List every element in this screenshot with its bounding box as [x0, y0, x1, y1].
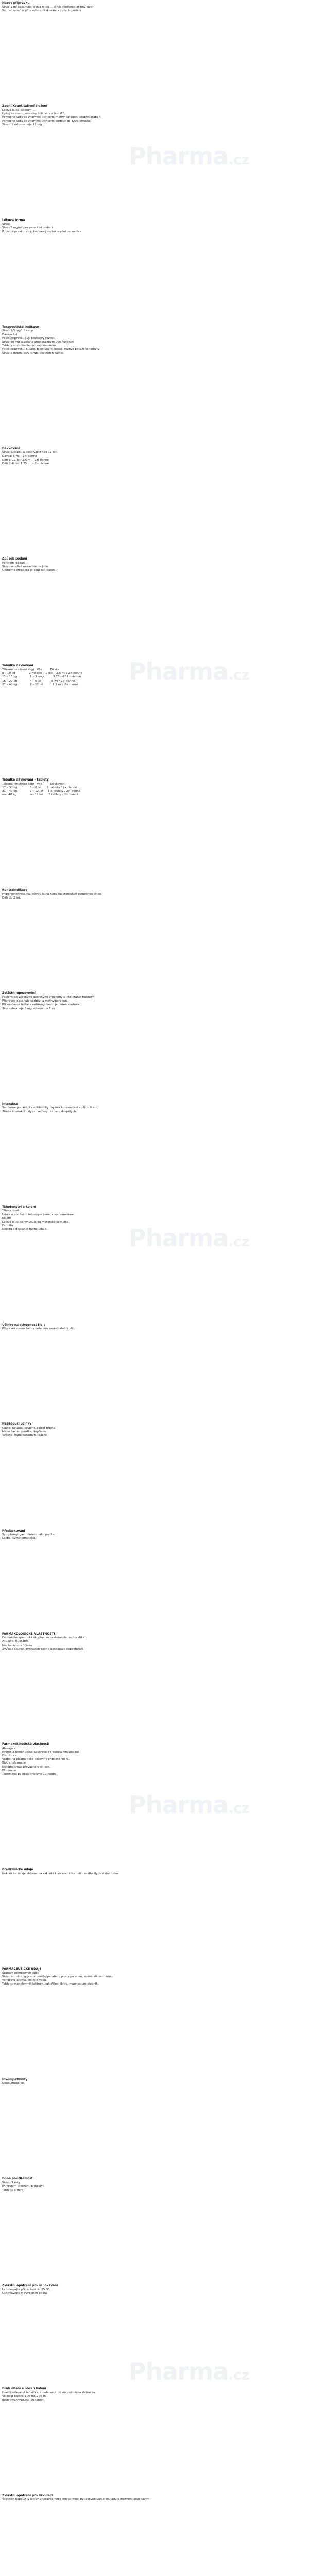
- section-heading: Předklinické údaje: [2, 1868, 33, 1872]
- document-section: [2, 992, 307, 1010]
- watermark-text: Pharma: [129, 2358, 229, 2385]
- watermark-suffix: .cz: [228, 2366, 249, 2383]
- section-text-line: Hypersenzitivita na léčivou látku nebo na kteroukoli pomocnou látku.: [2, 893, 102, 896]
- section-text-line: Rychlá a téměř úplná absorpce po perorálním podání.: [2, 1750, 80, 1754]
- section-heading: Zvláštní upozornění: [2, 992, 36, 995]
- section-text-line: Seznam pomocných látek: [2, 1971, 40, 1975]
- section-text-line: Všechen nepoužitý léčivý přípravek nebo odpad musí být zlikvidován v souladu s místními požadavky.: [2, 2498, 150, 2501]
- watermark-text: Pharma: [129, 142, 229, 170]
- section-heading: Zvláštní opatření pro uchovávání: [2, 2284, 58, 2287]
- section-text-line: Tablety: 3 roky.: [2, 2189, 24, 2192]
- section-text-line: Děti do 2 let.: [2, 896, 21, 900]
- section-text-line: Léčivá látka se vylučuje do mateřského mléka.: [2, 1221, 70, 1224]
- document-section: [2, 2387, 307, 2402]
- section-heading: Těhotenství a kojení: [2, 1205, 36, 1209]
- section-heading: Dávkování: [2, 447, 20, 450]
- section-text-line: Sirup 5 mg/ml pro perorální podání.: [2, 226, 54, 230]
- section-heading: Druh obalu a obsah balení: [2, 2387, 46, 2391]
- document-section: [2, 1633, 307, 1651]
- section-text-line: Velikost balení: 100 ml, 200 ml.: [2, 2395, 48, 2398]
- section-text-line: nad 40 kg od 12 let 2 tablety / 2× denně: [2, 793, 79, 797]
- section-text-line: 8 – 10 kg 2 měsíce – 1 rok 2,5 ml / 2× denně: [2, 672, 82, 675]
- section-text-line: Sirup 50 mg tablety s prodlouženým uvolňováním: [2, 341, 74, 344]
- section-text-line: Přípravek obsahuje sorbitol a methylparaben.: [2, 999, 68, 1003]
- section-heading: Zadní/Kvantitativní složení: [2, 105, 47, 108]
- section-heading: Kontraindikace: [2, 889, 28, 892]
- section-text-line: Uchovávejte při teplotě do 25 °C.: [2, 2288, 50, 2292]
- section-heading: Tabulka dávkování – tablety: [2, 778, 49, 782]
- section-heading: Nežádoucí účinky: [2, 1422, 32, 1426]
- section-text-line: Popis přípravku (1): bezbarvý roztok.: [2, 336, 56, 340]
- section-text-line: Děti 6–12 let: 2,5 ml – 2× denně: [2, 458, 49, 462]
- document-section: [2, 105, 307, 127]
- section-text-line: Sirup: 3 roky.: [2, 2181, 21, 2184]
- section-heading: Inkompatibility: [2, 2078, 28, 2081]
- document-section: [2, 1324, 307, 1331]
- section-heading: Farmakokinetické vlastnosti: [2, 1743, 49, 1747]
- section-text-line: Souhrn údajů o přípravku – dávkování a způsob podání: [2, 9, 81, 12]
- document-section: [2, 1422, 307, 1437]
- section-text-line: Sirup obsahuje 5 mg ethanolu v 1 ml.: [2, 1007, 57, 1010]
- section-text-line: Úplný seznam pomocných látek viz bod 6.1.: [2, 112, 66, 115]
- section-text-line: 11 – 15 kg 1 – 3 roky 3,75 ml / 2× denně: [2, 675, 81, 679]
- section-heading: Doba použitelnosti: [2, 2177, 34, 2181]
- section-text-line: Sirup.: [2, 223, 11, 226]
- section-text-line: Léčivá látka: sodium ...: [2, 108, 37, 112]
- section-heading: Název přípravku: [2, 2, 30, 5]
- watermark-text: Pharma: [129, 1224, 229, 1252]
- section-text-line: Vazba na plazmatické bílkoviny přibližně 90 %.: [2, 1758, 70, 1761]
- section-heading: Tabulka dávkování: [2, 664, 33, 668]
- section-text-line: Sirup 1,5 mg/ml sirup: [2, 329, 33, 333]
- section-text-line: Sirup: sorbitol, glycerol, methylparaben, propylparaben, sodná sůl sacharinu,: [2, 1975, 114, 1978]
- section-text-line: Tablety: monohydrát laktózy, kukuřičný škrob, magnesium-stearát.: [2, 1982, 99, 1986]
- section-text-line: Distribuce: [2, 1754, 17, 1758]
- document-section: [2, 447, 307, 466]
- section-text-line: Časté: nauzea, průjem, bolest břicha.: [2, 1427, 56, 1430]
- section-text-line: Symptomy: gastrointestinální potíže.: [2, 1533, 55, 1537]
- section-text-line: Popis přípravku: kulaté, bikonvexní, lesklé, růžově potažené tablety.: [2, 348, 100, 351]
- section-text-line: Blistr PVC/PVDC/Al, 20 tablet.: [2, 2398, 45, 2402]
- watermark-suffix: .cz: [228, 1800, 249, 1817]
- section-heading: Zvláštní opatření pro likvidaci: [2, 2494, 53, 2497]
- section-text-line: Farmakoterapeutická skupina: expektorancia, mukolytika: [2, 1636, 85, 1640]
- section-heading: Způsob podání: [2, 557, 27, 561]
- section-text-line: Přípravek nemá žádný nebo má zanedbatelný vliv.: [2, 1327, 75, 1331]
- section-text-line: Biotransformace: [2, 1761, 26, 1765]
- section-text-line: Méně časté: vyrážka, kopřivka.: [2, 1430, 47, 1434]
- section-text-line: Tělesná hmotnost (kg) Věk Dávkování: [2, 782, 65, 786]
- section-text-line: Léčba: symptomatická.: [2, 1537, 36, 1540]
- section-text-line: Absorpce: [2, 1747, 16, 1750]
- section-heading: FARMAKOLOGICKÉ VLASTNOSTI: [2, 1632, 55, 1636]
- document-section: [2, 2284, 307, 2296]
- document-section: [2, 664, 307, 687]
- section-text-line: Hnědá skleněná lahvička, šroubovací uzávěr, odměrná stříkačka.: [2, 2391, 96, 2395]
- section-text-line: Při současné léčbě s antikoagulancii je nutná kontrola.: [2, 1003, 81, 1007]
- document-section: [2, 2, 307, 13]
- document-section: [2, 326, 307, 355]
- section-heading: Interakce: [2, 1102, 18, 1106]
- section-text-line: Tablety s prodlouženým uvolňováním: [2, 344, 56, 348]
- section-text-line: Sirup se užívá nezávisle na jídle.: [2, 565, 49, 569]
- section-text-line: Dávkování: [2, 333, 18, 336]
- section-text-line: Eliminace: [2, 1769, 16, 1772]
- section-text-line: Současné podávání s antibiotiky zvyšuje koncentraci v plicní tkáni.: [2, 1106, 98, 1110]
- section-text-line: Fertilita: [2, 1224, 13, 1228]
- section-text-line: Údaje o podávání těhotným ženám jsou omezené.: [2, 1213, 75, 1216]
- watermark-suffix: .cz: [228, 666, 249, 683]
- document-section: [2, 219, 307, 234]
- section-text-line: Po prvním otevření: 6 měsíců.: [2, 2185, 45, 2189]
- document-section: [2, 2078, 307, 2086]
- section-text-line: Nejsou k dispozici žádné údaje.: [2, 1228, 47, 1231]
- section-text-line: Kojení: [2, 1216, 11, 1220]
- section-text-line: 21 – 40 kg 7 – 12 let 7,5 ml / 2× denně: [2, 683, 79, 686]
- document-section: [2, 2494, 307, 2502]
- section-text-line: Terminální poločas přibližně 10 hodin.: [2, 1773, 57, 1776]
- section-heading: Terapeutické indikace: [2, 325, 39, 329]
- section-text-line: Metabolismus převážně v játrech.: [2, 1765, 51, 1769]
- section-text-line: Sirup 1 ml obsahuje: léčivá látka ... (lines rendered at tiny size): [2, 5, 94, 9]
- section-text-line: 16 – 20 kg 4 – 6 let 5 ml / 2× denně: [2, 679, 75, 683]
- section-text-line: Vzácné: hypersenzitivní reakce.: [2, 1434, 48, 1437]
- spc-document: [2, 1, 307, 2576]
- section-text-line: Uchovávejte v původním obalu.: [2, 2292, 48, 2295]
- section-text-line: 17 – 30 kg 5 – 8 let 1 tableta / 2× denně: [2, 786, 77, 789]
- section-text-line: Neklinické údaje získané na základě konvenčních studií neodhalily zvláštní riziko.: [2, 1872, 119, 1875]
- watermark-text: Pharma: [129, 657, 229, 685]
- document-section: [2, 889, 307, 900]
- document-section: [2, 1206, 307, 1232]
- section-text-line: Zvyšuje sekreci dýchacích cest a usnadňuje expektoraci.: [2, 1647, 84, 1651]
- section-text-line: Děti 2–6 let: 1,25 ml – 2× denně: [2, 462, 49, 466]
- section-text-line: Neuplatňuje se.: [2, 2082, 25, 2086]
- section-text-line: Mechanismus účinku: [2, 1643, 32, 1647]
- section-text-line: Odměrná stříkačka je součástí balení.: [2, 569, 57, 572]
- section-text-line: Studie interakcí byly provedeny pouze u dospělých.: [2, 1110, 77, 1113]
- section-heading: Léková forma: [2, 218, 25, 222]
- section-text-line: Pomocné látky se známým účinkem: sorbitol (E 420), ethanol.: [2, 120, 92, 123]
- section-text-line: Perorální podání.: [2, 561, 27, 565]
- document-section: [2, 1743, 307, 1776]
- section-text-line: Pacienti se vzácnými dědičnými problémy s intolerancí fruktózy.: [2, 996, 95, 999]
- watermark-text: Pharma: [129, 1791, 229, 1819]
- document-section: [2, 1530, 307, 1541]
- section-text-line: Sirup: Dospělí a dospívající nad 12 let:: [2, 451, 58, 454]
- section-text-line: Pomocné látky se známým účinkem: methylparaben, propylparaben.: [2, 116, 101, 119]
- watermark-suffix: .cz: [228, 1233, 249, 1250]
- section-text-line: Sirup: 1 ml obsahuje 12 mg ...: [2, 123, 46, 127]
- section-heading: Účinky na schopnost řídit: [2, 1323, 45, 1327]
- document-section: [2, 2177, 307, 2192]
- section-text-line: Popis přípravku: čirý, bezbarvý roztok s vůní po vanilce.: [2, 230, 83, 233]
- section-heading: Předávkování: [2, 1529, 25, 1533]
- watermark-suffix: .cz: [228, 151, 249, 168]
- document-section: [2, 1968, 307, 1986]
- document-section: [2, 1103, 307, 1114]
- section-text-line: Dávka: 5 ml – 2× denně: [2, 454, 37, 458]
- section-text-line: 31 – 40 kg 9 – 12 let 1,5 tablety / 2× denně: [2, 790, 81, 793]
- document-section: [2, 778, 307, 797]
- section-text-line: Těhotenství: [2, 1209, 19, 1213]
- document-section: [2, 557, 307, 572]
- document-section: [2, 1868, 307, 1876]
- section-text-line: Tělesná hmotnost (kg) Věk Dávka: [2, 668, 60, 672]
- section-text-line: Sirup 5 mg/ml: čirý sirup, bez cizích částic.: [2, 351, 64, 355]
- section-text-line: ATC kód: R05CB06: [2, 1640, 29, 1643]
- section-text-line: vanilkové aroma, čištěná voda.: [2, 1979, 47, 1982]
- section-heading: FARMACEUTICKÉ ÚDAJE: [2, 1968, 42, 1971]
